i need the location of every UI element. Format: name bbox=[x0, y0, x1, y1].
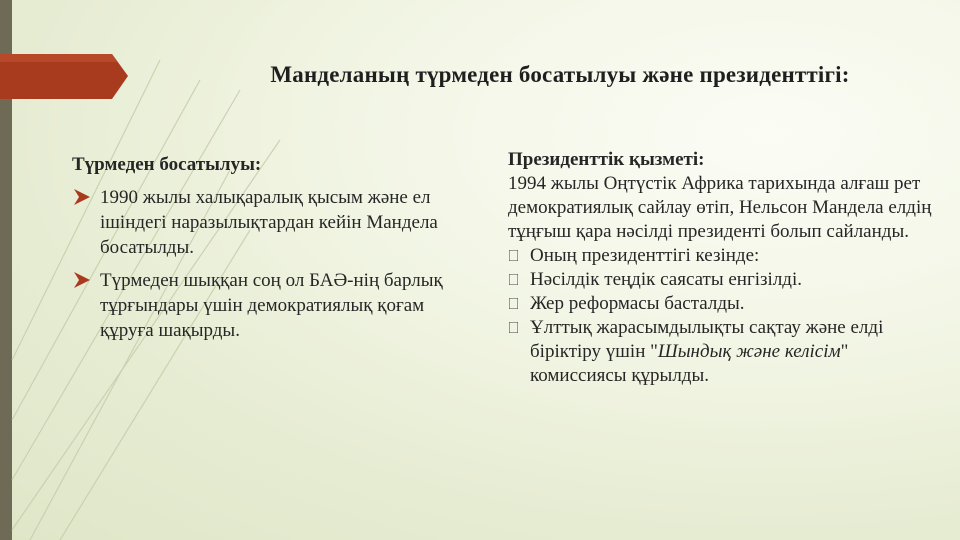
left-bullet-text: 1990 жылы халықаралық қысым және ел ішіндегі наразылықтардан кейін Мандела босатылды. bbox=[100, 187, 438, 258]
list-item bbox=[72, 268, 472, 343]
arrow-bullet-icon bbox=[72, 271, 92, 289]
right-heading: Президенттік қызметі: bbox=[508, 149, 705, 170]
left-heading: Түрмеден босатылуы: bbox=[72, 154, 262, 175]
right-bullet-text-before: Ұлттық жарасымдылықты сақтау және елді біріктіру үшін " bbox=[530, 317, 884, 362]
left-column bbox=[72, 152, 472, 351]
right-bullet-text: Оның президенттігі кезінде: bbox=[530, 245, 760, 266]
list-item bbox=[508, 244, 940, 268]
left-bullet-text: Түрмеден шыққан соң ол БАӘ-нің барлық тұрғындары үшін демократиялық қоғам құруға шақырды. bbox=[100, 270, 443, 341]
slide-title: Манделаның түрмеден босатылуы және президенттігі: bbox=[270, 62, 850, 87]
list-item bbox=[72, 185, 472, 260]
right-intro-text: 1994 жылы Оңтүстік Африка тарихында алғаш рет демократиялық сайлау өтіп, Нельсон Мандела елдің тұңғыш қара нәсілді президенті болып сайланды. bbox=[508, 173, 932, 242]
left-bullet-list bbox=[72, 185, 472, 343]
list-item bbox=[508, 268, 940, 292]
right-bullet-text-after: " комиссиясы құрылды. bbox=[530, 341, 849, 386]
square-bullet-icon bbox=[509, 250, 518, 261]
list-item bbox=[508, 292, 940, 316]
right-bullet-italic: Шындық және келісім bbox=[657, 341, 841, 362]
title-ribbon bbox=[0, 54, 128, 99]
arrow-bullet-icon bbox=[72, 188, 92, 206]
right-column bbox=[508, 147, 940, 388]
right-bullet-text: Жер реформасы басталды. bbox=[530, 293, 745, 314]
square-bullet-icon bbox=[509, 322, 518, 333]
right-bullet-text: Нәсілдік теңдік саясаты енгізілді. bbox=[530, 269, 803, 290]
square-bullet-icon bbox=[509, 298, 518, 309]
square-bullet-icon bbox=[509, 274, 518, 285]
list-item bbox=[508, 316, 940, 388]
right-bullet-list bbox=[508, 244, 940, 388]
